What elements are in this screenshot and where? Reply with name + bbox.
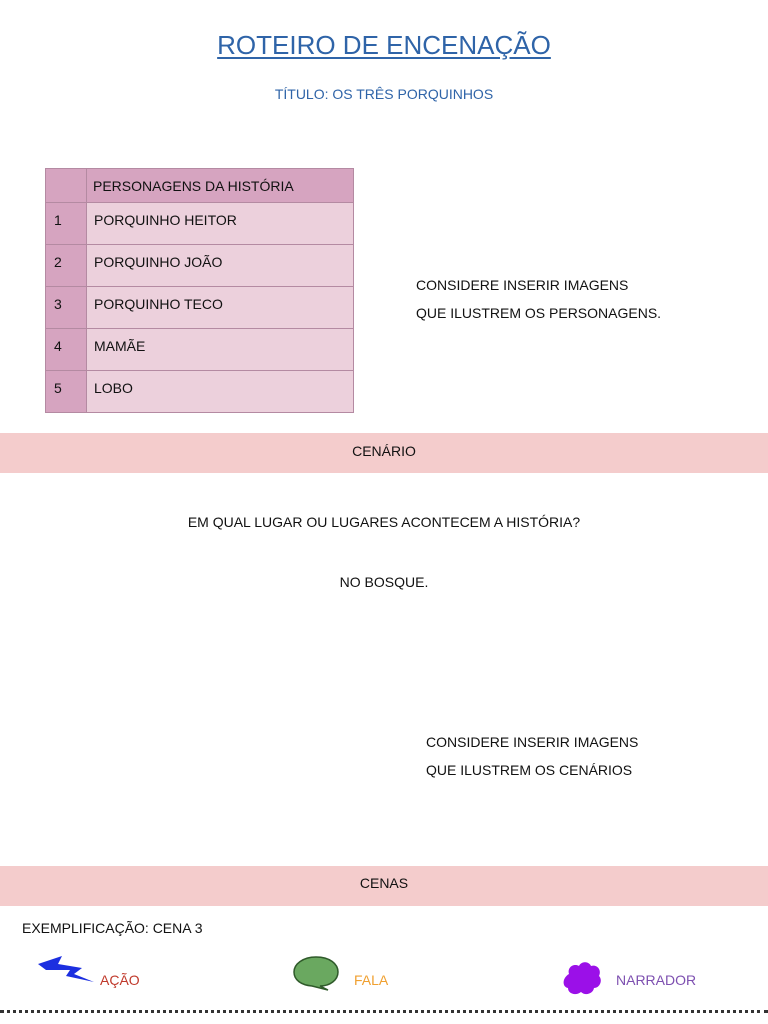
scene-example-label: EXEMPLIFICAÇÃO: CENA 3: [22, 920, 203, 936]
row-number: 2: [46, 245, 87, 287]
character-name: PORQUINHO JOÃO: [87, 245, 354, 287]
characters-note-line1: CONSIDERE INSERIR IMAGENS: [416, 277, 629, 293]
characters-table: [45, 168, 354, 413]
scenario-answer: NO BOSQUE.: [339, 574, 429, 590]
legend-action-label: AÇÃO: [100, 972, 140, 988]
scenario-note-line2: QUE ILUSTREM OS CENÁRIOS: [426, 762, 633, 778]
scenario-question: EM QUAL LUGAR OU LUGARES ACONTECEM A HISTÓRIA?: [187, 514, 581, 530]
story-title: TÍTULO: OS TRÊS PORQUINHOS: [274, 86, 494, 102]
row-number: 4: [46, 329, 87, 371]
lightning-icon: [36, 954, 96, 984]
characters-note: [416, 271, 661, 327]
cloud-icon: [561, 960, 603, 996]
character-name: LOBO: [87, 371, 354, 413]
table-row: [46, 245, 354, 287]
table-header-label: PERSONAGENS DA HISTÓRIA: [87, 169, 354, 203]
scenario-band-label: CENÁRIO: [352, 443, 416, 459]
page-divider: [0, 1010, 768, 1013]
character-name: MAMÃE: [87, 329, 354, 371]
table-row: [46, 203, 354, 245]
scenario-band: [0, 433, 768, 473]
scenes-band-label: CENAS: [359, 875, 409, 891]
row-number: 1: [46, 203, 87, 245]
characters-note-line2: QUE ILUSTREM OS PERSONAGENS.: [416, 305, 662, 321]
character-name: PORQUINHO TECO: [87, 287, 354, 329]
scenario-note: [426, 728, 638, 784]
table-header-num: [46, 169, 87, 203]
speech-bubble-icon: [292, 955, 340, 991]
table-header-row: [46, 169, 354, 203]
row-number: 5: [46, 371, 87, 413]
legend-speech-label: FALA: [354, 972, 389, 988]
table-row: [46, 287, 354, 329]
character-name: PORQUINHO HEITOR: [87, 203, 354, 245]
table-row: [46, 371, 354, 413]
scenes-band: [0, 866, 768, 906]
table-row: [46, 329, 354, 371]
row-number: 3: [46, 287, 87, 329]
legend-narrator-label: NARRADOR: [616, 972, 697, 988]
page-title: ROTEIRO DE ENCENAÇÃO: [217, 30, 551, 60]
scenario-note-line1: CONSIDERE INSERIR IMAGENS: [426, 734, 639, 750]
